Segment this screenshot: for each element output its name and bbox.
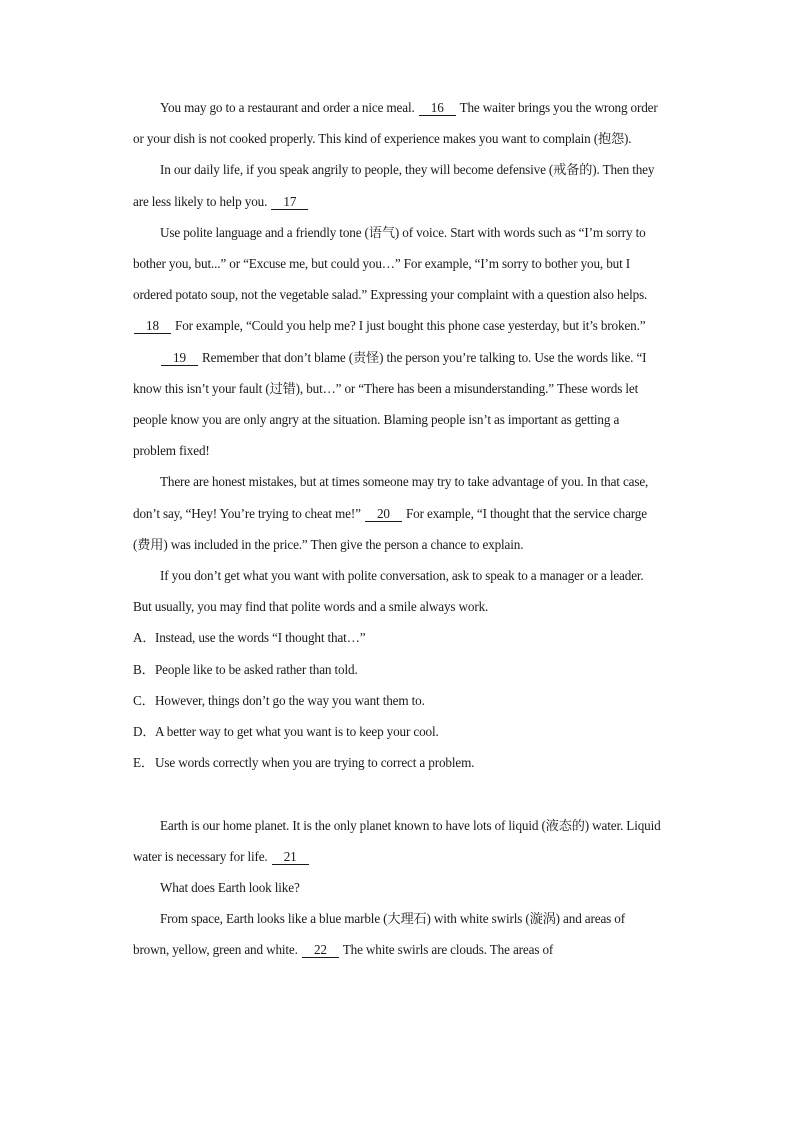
paragraph-4 bbox=[133, 342, 661, 467]
blank-20[interactable]: 20 bbox=[365, 506, 402, 522]
paragraph-text: In our daily life, if you speak angrily to people, they will become defensive (戒备的). Then they are less likely to help you. bbox=[133, 162, 655, 209]
blank-22[interactable]: 22 bbox=[302, 942, 339, 958]
option-b[interactable] bbox=[133, 654, 661, 685]
paragraph-3 bbox=[133, 217, 661, 342]
option-letter: B． bbox=[133, 661, 155, 677]
option-text: Use words correctly when you are trying to correct a problem. bbox=[155, 755, 475, 771]
paragraph-2 bbox=[133, 154, 661, 216]
paragraph-text: For example, “I thought that the service charge (费用) was included in the price.” Then give the person a chance to explain. bbox=[133, 505, 647, 552]
paragraph-text: If you don’t get what you want with polite conversation, ask to speak to a manager or a leader. But usually, you may find that polite words and a smile always work. bbox=[133, 568, 644, 615]
answer-options bbox=[133, 622, 661, 778]
option-d[interactable] bbox=[133, 716, 661, 747]
paragraph-earth-1 bbox=[133, 810, 661, 872]
document-page bbox=[133, 92, 661, 966]
paragraph-text: The waiter brings you the wrong order or your dish is not cooked properly. This kind of experience makes you want to complain (抱怨). bbox=[133, 100, 658, 147]
paragraph-5 bbox=[133, 466, 661, 560]
paragraph-text: From space, Earth looks like a blue marble (大理石) with white swirls (漩涡) and areas of brown, yellow, green and white. bbox=[133, 911, 625, 958]
paragraph-text: Use polite language and a friendly tone (语气) of voice. Start with words such as “I’m sorry to bother you, but...” or “Excuse me, but could you…” For example, “I’m sorry to bother you, but I ordered potato soup, not the vegetable salad.” Expressing your complaint with a question also helps. bbox=[133, 224, 648, 303]
option-a[interactable] bbox=[133, 622, 661, 653]
passage-b bbox=[133, 810, 661, 966]
blank-17[interactable]: 17 bbox=[271, 194, 308, 210]
option-e[interactable] bbox=[133, 747, 661, 778]
paragraph-earth-question bbox=[133, 872, 661, 903]
passage-a bbox=[133, 92, 661, 622]
paragraph-1 bbox=[133, 92, 661, 154]
blank-19[interactable]: 19 bbox=[161, 350, 198, 366]
section-spacer bbox=[133, 778, 661, 809]
option-text: However, things don’t go the way you want them to. bbox=[155, 692, 425, 708]
option-letter: E． bbox=[133, 755, 154, 771]
paragraph-text: For example, “Could you help me? I just bought this phone case yesterday, but it’s broken.” bbox=[171, 318, 646, 334]
option-text: People like to be asked rather than told. bbox=[155, 661, 358, 677]
blank-18[interactable]: 18 bbox=[134, 318, 171, 334]
option-text: A better way to get what you want is to keep your cool. bbox=[155, 724, 439, 740]
blank-16[interactable]: 16 bbox=[419, 100, 456, 116]
paragraph-text: The white swirls are clouds. The areas of bbox=[339, 942, 554, 958]
option-c[interactable] bbox=[133, 685, 661, 716]
paragraph-6 bbox=[133, 560, 661, 622]
option-letter: D． bbox=[133, 724, 156, 740]
option-text: Instead, use the words “I thought that…” bbox=[155, 630, 366, 646]
paragraph-text: There are honest mistakes, but at times someone may try to take advantage of you. In that case, don’t say, “Hey! You’re trying to cheat me!” bbox=[133, 474, 649, 521]
option-letter: A． bbox=[133, 630, 156, 646]
paragraph-text: You may go to a restaurant and order a nice meal. bbox=[160, 100, 418, 115]
paragraph-text: Earth is our home planet. It is the only planet known to have lots of liquid (液态的) water. Liquid water is necessary for life. bbox=[133, 817, 661, 864]
option-letter: C． bbox=[133, 692, 155, 708]
paragraph-text: What does Earth look like? bbox=[160, 880, 300, 896]
blank-21[interactable]: 21 bbox=[272, 849, 309, 865]
paragraph-text: Remember that don’t blame (责怪) the person you’re talking to. Use the words like. “I know this isn’t your fault (过错), but…” or “There has been a misunderstanding.” These words let people know you are only angry at the situation. Blaming people isn’t as important as getting a problem fixed! bbox=[133, 349, 647, 459]
paragraph-earth-2 bbox=[133, 903, 661, 965]
